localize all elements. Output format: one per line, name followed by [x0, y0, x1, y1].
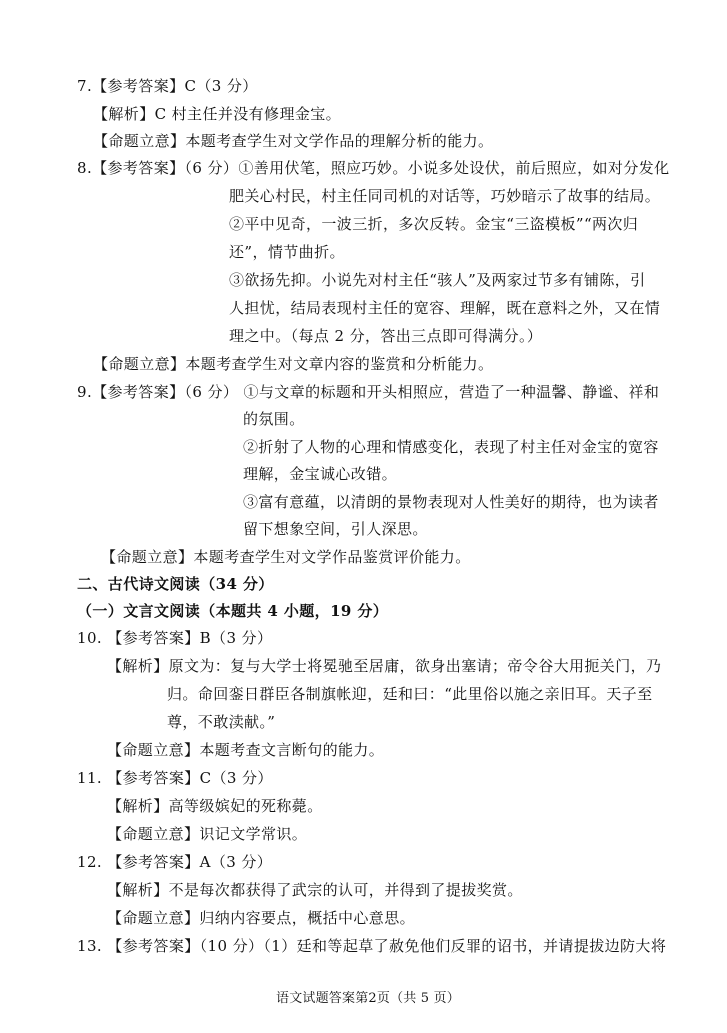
q9-content-line: 理解，金宝诚心改错。 [243, 465, 398, 483]
q8-intent: 【命题立意】本题考查学生对文章内容的鉴赏和分析能力。 [93, 355, 494, 373]
subsection-1-title: （一）文言文阅读（本题共 4 小题，19 分） [77, 602, 389, 620]
q9-content-line: 留下想象空间，引人深思。 [243, 520, 428, 538]
q12-answer: 12. 【参考答案】A（3 分） [77, 853, 273, 871]
q8-content-line: 还”，情节曲折。 [229, 243, 345, 261]
q7-answer: 7.【参考答案】C（3 分） [77, 77, 258, 95]
q9-content-line: 的氛围。 [243, 410, 305, 428]
q8-content-line: 人担忧，结局表现村主任的宽容、理解，既在意料之外，又在情 [229, 299, 661, 317]
page-footer: 语文试题答案第2页（共 5 页） [276, 991, 461, 1006]
section-2-title: 二、古代诗文阅读（34 分） [77, 575, 274, 593]
q7-intent: 【命题立意】本题考查学生对文学作品的理解分析的能力。 [93, 132, 494, 150]
q10-content-line: 归。命回銮日群臣各制旗帐迎，廷和曰：“此里俗以施之亲旧耳。天子至 [167, 685, 653, 703]
q11-answer: 11. 【参考答案】C（3 分） [77, 769, 273, 787]
q11-intent: 【命题立意】识记文学常识。 [107, 825, 308, 843]
q8-content-line: 肥关心村民，村主任同司机的对话等，巧妙暗示了故事的结局。 [229, 187, 661, 205]
q8-content-line: ②平中见奇，一波三折，多次反转。金宝“三盗模板”“两次归 [229, 215, 639, 233]
q10-analysis: 【解析】原文为：复与大学士将冕驰至居庸，欲身出塞请；帝令谷大用扼关门，乃 [107, 657, 662, 675]
q9-intent: 【命题立意】本题考查学生对文学作品鉴赏评价能力。 [101, 548, 471, 566]
q10-content-line: 尊，不敢渎献。” [167, 713, 276, 731]
q8-content-line: ③欲扬先抑。小说先对村主任“骇人”及两家过节多有铺陈，引 [229, 271, 646, 289]
q10-intent: 【命题立意】本题考查文言断句的能力。 [107, 741, 385, 759]
q12-analysis: 【解析】不是每次都获得了武宗的认可，并得到了提拔奖赏。 [107, 881, 523, 899]
q9-content-line: ②折射了人物的心理和情感变化，表现了村主任对金宝的宽容 [243, 438, 659, 456]
q7-analysis: 【解析】C 村主任并没有修理金宝。 [93, 105, 342, 123]
q11-analysis: 【解析】高等级嫔妃的死称薨。 [107, 797, 323, 815]
q12-intent: 【命题立意】归纳内容要点，概括中心意思。 [107, 909, 416, 927]
q8-answer: 8.【参考答案】（6 分）①善用伏笔，照应巧妙。小说多处设伏，前后照应，如对分发化 [77, 159, 670, 177]
q10-answer: 10. 【参考答案】B（3 分） [77, 629, 273, 647]
q9-content-line: ③富有意蕴，以清朗的景物表现对人性美好的期待，也为读者 [243, 493, 659, 511]
q8-content-line: 理之中。（每点 2 分，答出三点即可得满分。） [229, 327, 543, 345]
q13-answer: 13. 【参考答案】（10 分）（1）廷和等起草了赦免他们反罪的诏书，并请提拔边防大将 [77, 937, 667, 955]
q9-answer: 9.【参考答案】（6 分） ①与文章的标题和开头相照应，营造了一种温馨、静谧、祥和 [77, 383, 660, 401]
